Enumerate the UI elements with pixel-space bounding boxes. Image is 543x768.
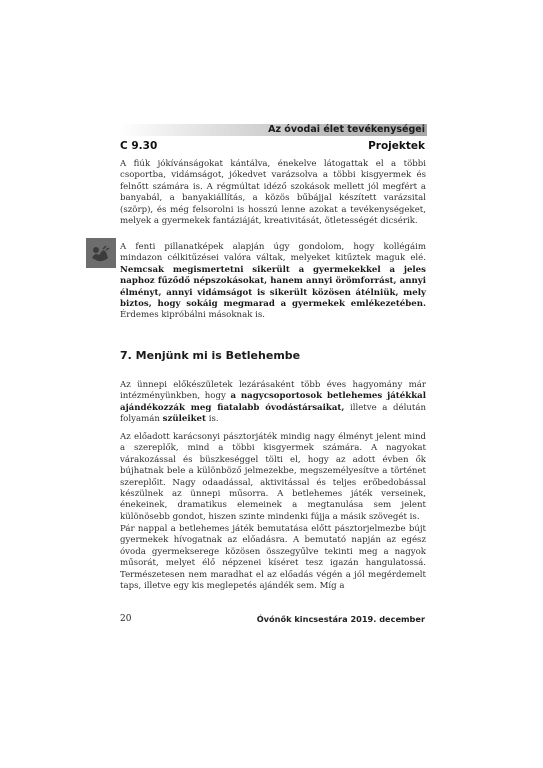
bold-text-run: Nemcsak megismertetni sikerült a gyermekekkel a jeles naphoz fűződő népszokásokat, hanem annyi örömforrást, annyi élményt, annyi vidámságot is sikerült közösen átélniük, mely biztos, hogy sokáig megmarad a gyermekek emlékezetében. xyxy=(120,264,426,310)
bold-text-run: szüleiket xyxy=(162,414,206,425)
text-run: A fenti pillanatképek alapján úgy gondolom, hogy kollégáim mindazon célkitűzései valóra váltak, melyeket kitűztek maguk elé. xyxy=(120,242,426,264)
paragraph-text xyxy=(120,432,426,523)
paragraph-text xyxy=(120,524,426,592)
paragraph-1 xyxy=(120,159,426,227)
section-code: C 9.30 xyxy=(120,140,158,152)
text-run: illetve a délután folyamán xyxy=(120,402,426,425)
paragraph-2 xyxy=(120,242,426,322)
paragraph-text xyxy=(120,159,426,227)
paragraph-4 xyxy=(120,432,426,523)
journal-footer: Óvónők kincsestára 2019. december xyxy=(256,614,425,624)
text-run: Érdemes kipróbálni másoknak is. xyxy=(120,310,266,321)
text-run: Az előadott karácsonyi pásztorjáték mindig nagy élményt jelent mind a szereplők, mind a többi kisgyermek számára. A nagyokat várakozással és büszkeséggel tölti el, hogy az adott évben ők bújhatnak bele a különböző jelmezekbe, megszemélyesítve a történet szereplőit. Nagy odaadással, aktivitással és teljes erőbedobással készülnek az ünnepi műsorra. A betlehemes játék verseinek, énekeinek, dramatikus elemeinek a megtanulása sem jelent különösebb gondot, hiszen szinte mindenki fújja a másik szövegét is. xyxy=(120,432,426,522)
hands-icon xyxy=(86,238,116,268)
paragraph-3 xyxy=(120,380,426,426)
page-number: 20 xyxy=(120,614,132,624)
section-heading: 7. Menjünk mi is Betlehembe xyxy=(120,349,301,362)
paragraph-text xyxy=(120,242,426,322)
running-header-title: Az óvodai élet tevékenységei xyxy=(268,124,425,135)
paragraph-text xyxy=(120,380,426,426)
paragraph-5 xyxy=(120,524,426,592)
bold-text-run: a nagycsoportosok betlehemes játékkal ajándékozzák meg fiatalabb óvodástársaikat, xyxy=(120,391,426,413)
text-run: A fiúk jókívánságokat kántálva, énekelve látogattak el a többi csoportba, vidámságot, jókedvet varázsolva a többi kisgyermek és felnőtt számára is. A régmúltat idéző szokások mellett jól megfért a banyabál, a banyakiállítás, a közös bűbájjal készített varázsital (szörp), és még felsorolni is hosszú lenne azokat a tevékenységeket, melyek a gyermekek fantáziáját, kreativitását, ötletességét dicsérik. xyxy=(120,159,426,227)
text-run: Pár nappal a betlehemes játék bemutatása előtt pásztorjelmezbe bújt gyermekek hívogatnak az előadásra. A bemutató napján az egész óvoda gyermekserege közösen összegyűlve tekinti meg a nagyok műsorát, melyet élő népzenei kíséret tesz igazán hangulatossá. Természetesen nem maradhat el az előadás végén a jól megérdemelt taps, illetve egy kis meglepetés ajándék sem. Míg a xyxy=(120,524,426,592)
section-label: Projektek xyxy=(368,140,425,152)
text-run: Az ünnepi előkészületek lezárásaként több éves hagyomány már intézményünkben, hogy xyxy=(120,380,426,402)
text-run: is. xyxy=(205,414,219,425)
